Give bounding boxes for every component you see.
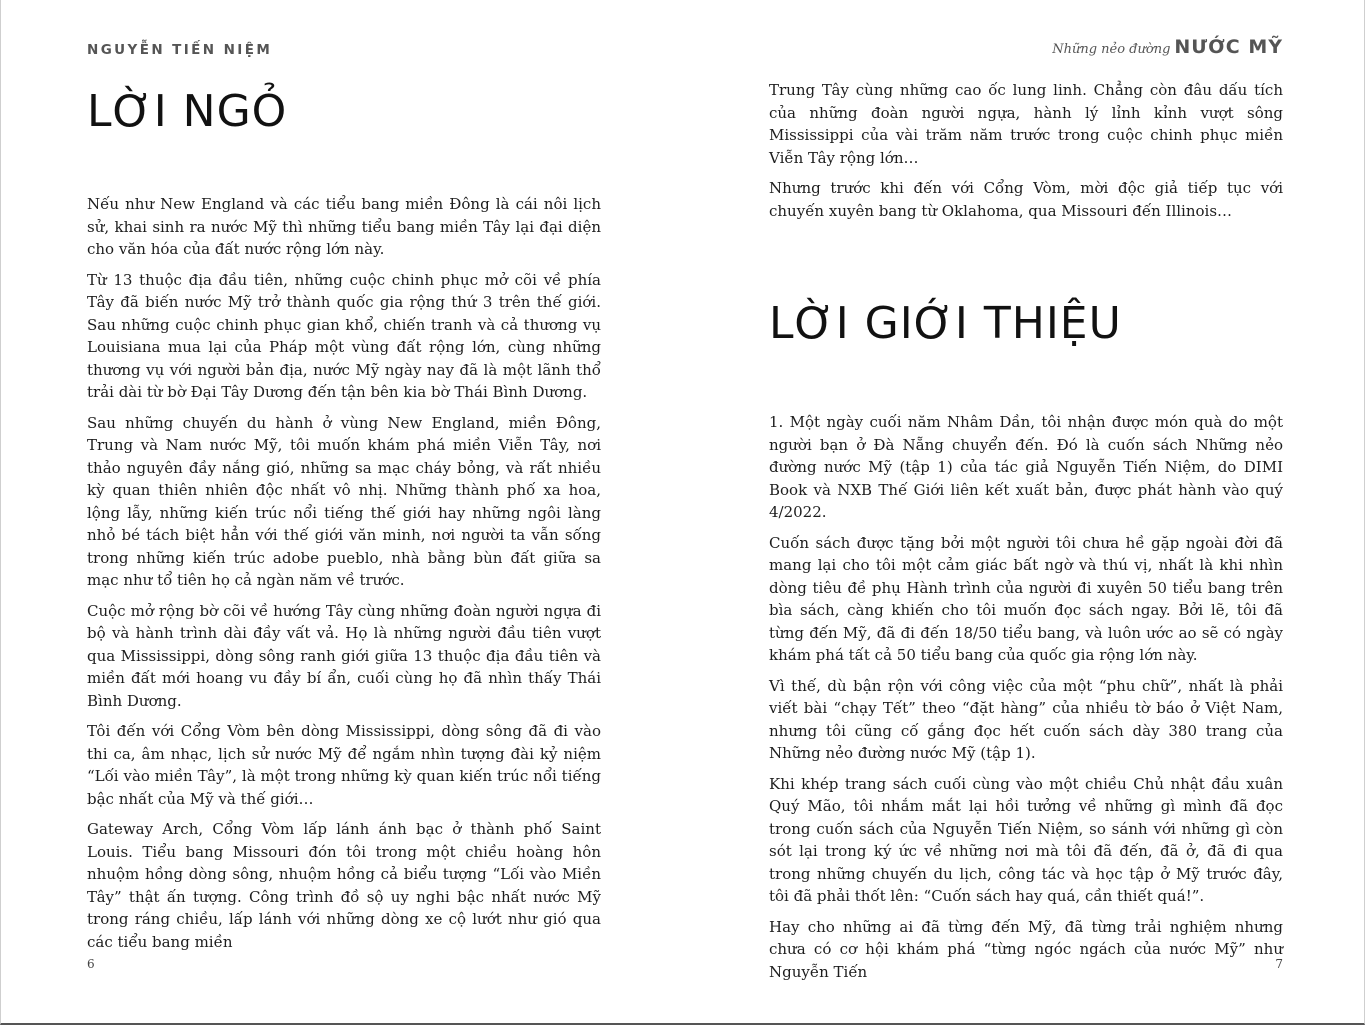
running-head-big-text: NƯỚC MỸ	[1174, 36, 1283, 58]
right-body-text	[769, 411, 1283, 991]
page-number-left: 6	[87, 957, 95, 971]
paragraph: 1. Một ngày cuối năm Nhâm Dần, tôi nhận được món quà do một người bạn ở Đà Nẵng chuyển đến. Đó là cuốn sách Những nẻo đường nước Mỹ (tập 1) của tác giả Nguyễn Tiến Niệm, do DIMI Book và NXB Thế Giới liên kết xuất bản, được phát hành vào quý 4/2022.	[769, 413, 1283, 521]
paragraph: Trung Tây cùng những cao ốc lung linh. Chẳng còn đâu dấu tích của những đoàn người ngựa, hành lý lỉnh kỉnh vượt sông Mississippi của vài trăm năm trước trong cuộc chinh phục miền Viễn Tây rộng lớn…	[769, 81, 1283, 167]
paragraph: Nếu như New England và các tiểu bang miền Đông là cái nôi lịch sử, khai sinh ra nước Mỹ thì những tiểu bang miền Tây lại đại diện cho văn hóa của đất nước rộng lớn này.	[87, 195, 601, 258]
paragraph: Gateway Arch, Cổng Vòm lấp lánh ánh bạc ở thành phố Saint Louis. Tiểu bang Missouri đón tôi trong một chiều hoàng hôn nhuộm hồng dòng sông, nhuộm hồng cả biểu tượng “Lối vào Miền Tây” thật ấn tượng. Công trình đồ sộ uy nghi bậc nhất nước Mỹ trong ráng chiều, lấp lánh với những dòng xe cộ lướt như gió qua các tiểu bang miền	[87, 820, 601, 951]
paragraph: Sau những chuyến du hành ở vùng New England, miền Đông, Trung và Nam nước Mỹ, tôi muốn khám phá miền Viễn Tây, nơi thảo nguyên đầy nắng gió, những sa mạc cháy bỏng, và rất nhiều kỳ quan thiên nhiên độc nhất vô nhị. Những thành phố xa hoa, lộng lẫy, những kiến trúc nổi tiếng thế giới hay những ngôi làng nhỏ bé tách biệt hẳn với thế giới văn minh, nơi người ta vẫn sống trong những kiến trúc adobe pueblo, nhà bằng bùn đất giữa sa mạc như tổ tiên họ cả ngàn năm về trước.	[87, 413, 601, 589]
paragraph: Hay cho những ai đã từng đến Mỹ, đã từng trải nghiệm nhưng chưa có cơ hội khám phá “từng ngóc ngách của nước Mỹ” như Nguyễn Tiến	[769, 917, 1283, 981]
paragraph: Vì thế, dù bận rộn với công việc của một “phu chữ”, nhất là phải viết bài “chạy Tết” theo “đặt hàng” của nhiều tờ báo ở Việt Nam, nhưng tôi cũng cố gắng đọc hết cuốn sách dày 380 trang của Những nẻo đường nước Mỹ (tập 1).	[769, 676, 1283, 762]
paragraph: Từ 13 thuộc địa đầu tiên, những cuộc chinh phục mở cõi về phía Tây đã biến nước Mỹ trở thành quốc gia rộng thứ 3 trên thế giới. Sau những cuộc chinh phục gian khổ, chiến tranh và cả thương vụ Louisiana mua lại của Pháp một vùng đất rộng lớn, cùng những thương vụ với người bản địa, nước Mỹ ngày nay đã là một lãnh thổ trải dài từ bờ Đại Tây Dương đến tận bên kia bờ Thái Bình Dương.	[87, 270, 601, 401]
paragraph: Khi khép trang sách cuối cùng vào một chiều Chủ nhật đầu xuân Quý Mão, tôi nhắm mắt lại hồi tưởng về những gì mình đã đọc trong cuốn sách của Nguyễn Tiến Niệm, so sánh với những gì còn sót lại trong ký ức về những nơi mà tôi đã đến, đã ở, đã đi qua trong những chuyến du lịch, công tác và học tập ở Mỹ trước đây, tôi đã phải thốt lên: “Cuốn sách hay quá, cần thiết quá!”.	[769, 774, 1283, 905]
running-head-author: NGUYỄN TIẾN NIỆM	[87, 42, 273, 58]
chapter-title-loi-gioi-thieu: LỜI GIỚI THIỆU	[769, 298, 1122, 349]
chapter-title-loi-ngo: LỜI NGỎ	[87, 86, 288, 137]
running-head-book-title	[1052, 36, 1283, 58]
left-body-text	[87, 193, 601, 961]
paragraph: Cuộc mở rộng bờ cõi về hướng Tây cùng những đoàn người ngựa đi bộ và hành trình dài đầy vất vả. Họ là những người đầu tiên vượt qua Mississippi, dòng sông ranh giới giữa 13 thuộc địa đầu tiên và miền đất mới hoang vu đầy bí ẩn, cuối cùng họ đã nhìn thấy Thái Bình Dương.	[87, 601, 601, 710]
paragraph: Tôi đến với Cổng Vòm bên dòng Mississippi, dòng sông đã đi vào thi ca, âm nhạc, lịch sử nước Mỹ để ngắm nhìn tượng đài kỷ niệm “Lối vào miền Tây”, là một trong những kỳ quan kiến trúc nổi tiếng bậc nhất của Mỹ và thế giới…	[87, 722, 601, 808]
paragraph: Cuốn sách được tặng bởi một người tôi chưa hề gặp ngoài đời đã mang lại cho tôi một cảm giác bất ngờ và thú vị, nhất là khi nhìn dòng tiêu đề phụ Hành trình của người đi xuyên 50 tiểu bang trên bìa sách, càng khiến cho tôi muốn đọc sách ngay. Bởi lẽ, tôi đã từng đến Mỹ, đã đi đến 18/50 tiểu bang, và luôn ước ao sẽ có ngày khám phá tất cả 50 tiểu bang của quốc gia rộng lớn này.	[769, 533, 1283, 664]
right-page	[769, 0, 1283, 1020]
continued-body-text	[769, 79, 1283, 230]
left-page	[87, 0, 601, 1020]
page-number-right: 7	[1275, 957, 1283, 971]
paragraph: Nhưng trước khi đến với Cổng Vòm, mời độc giả tiếp tục với chuyến xuyên bang từ Oklahoma, qua Missouri đến Illinois…	[769, 179, 1283, 220]
running-head-small-text: Những nẻo đường	[1052, 42, 1171, 57]
